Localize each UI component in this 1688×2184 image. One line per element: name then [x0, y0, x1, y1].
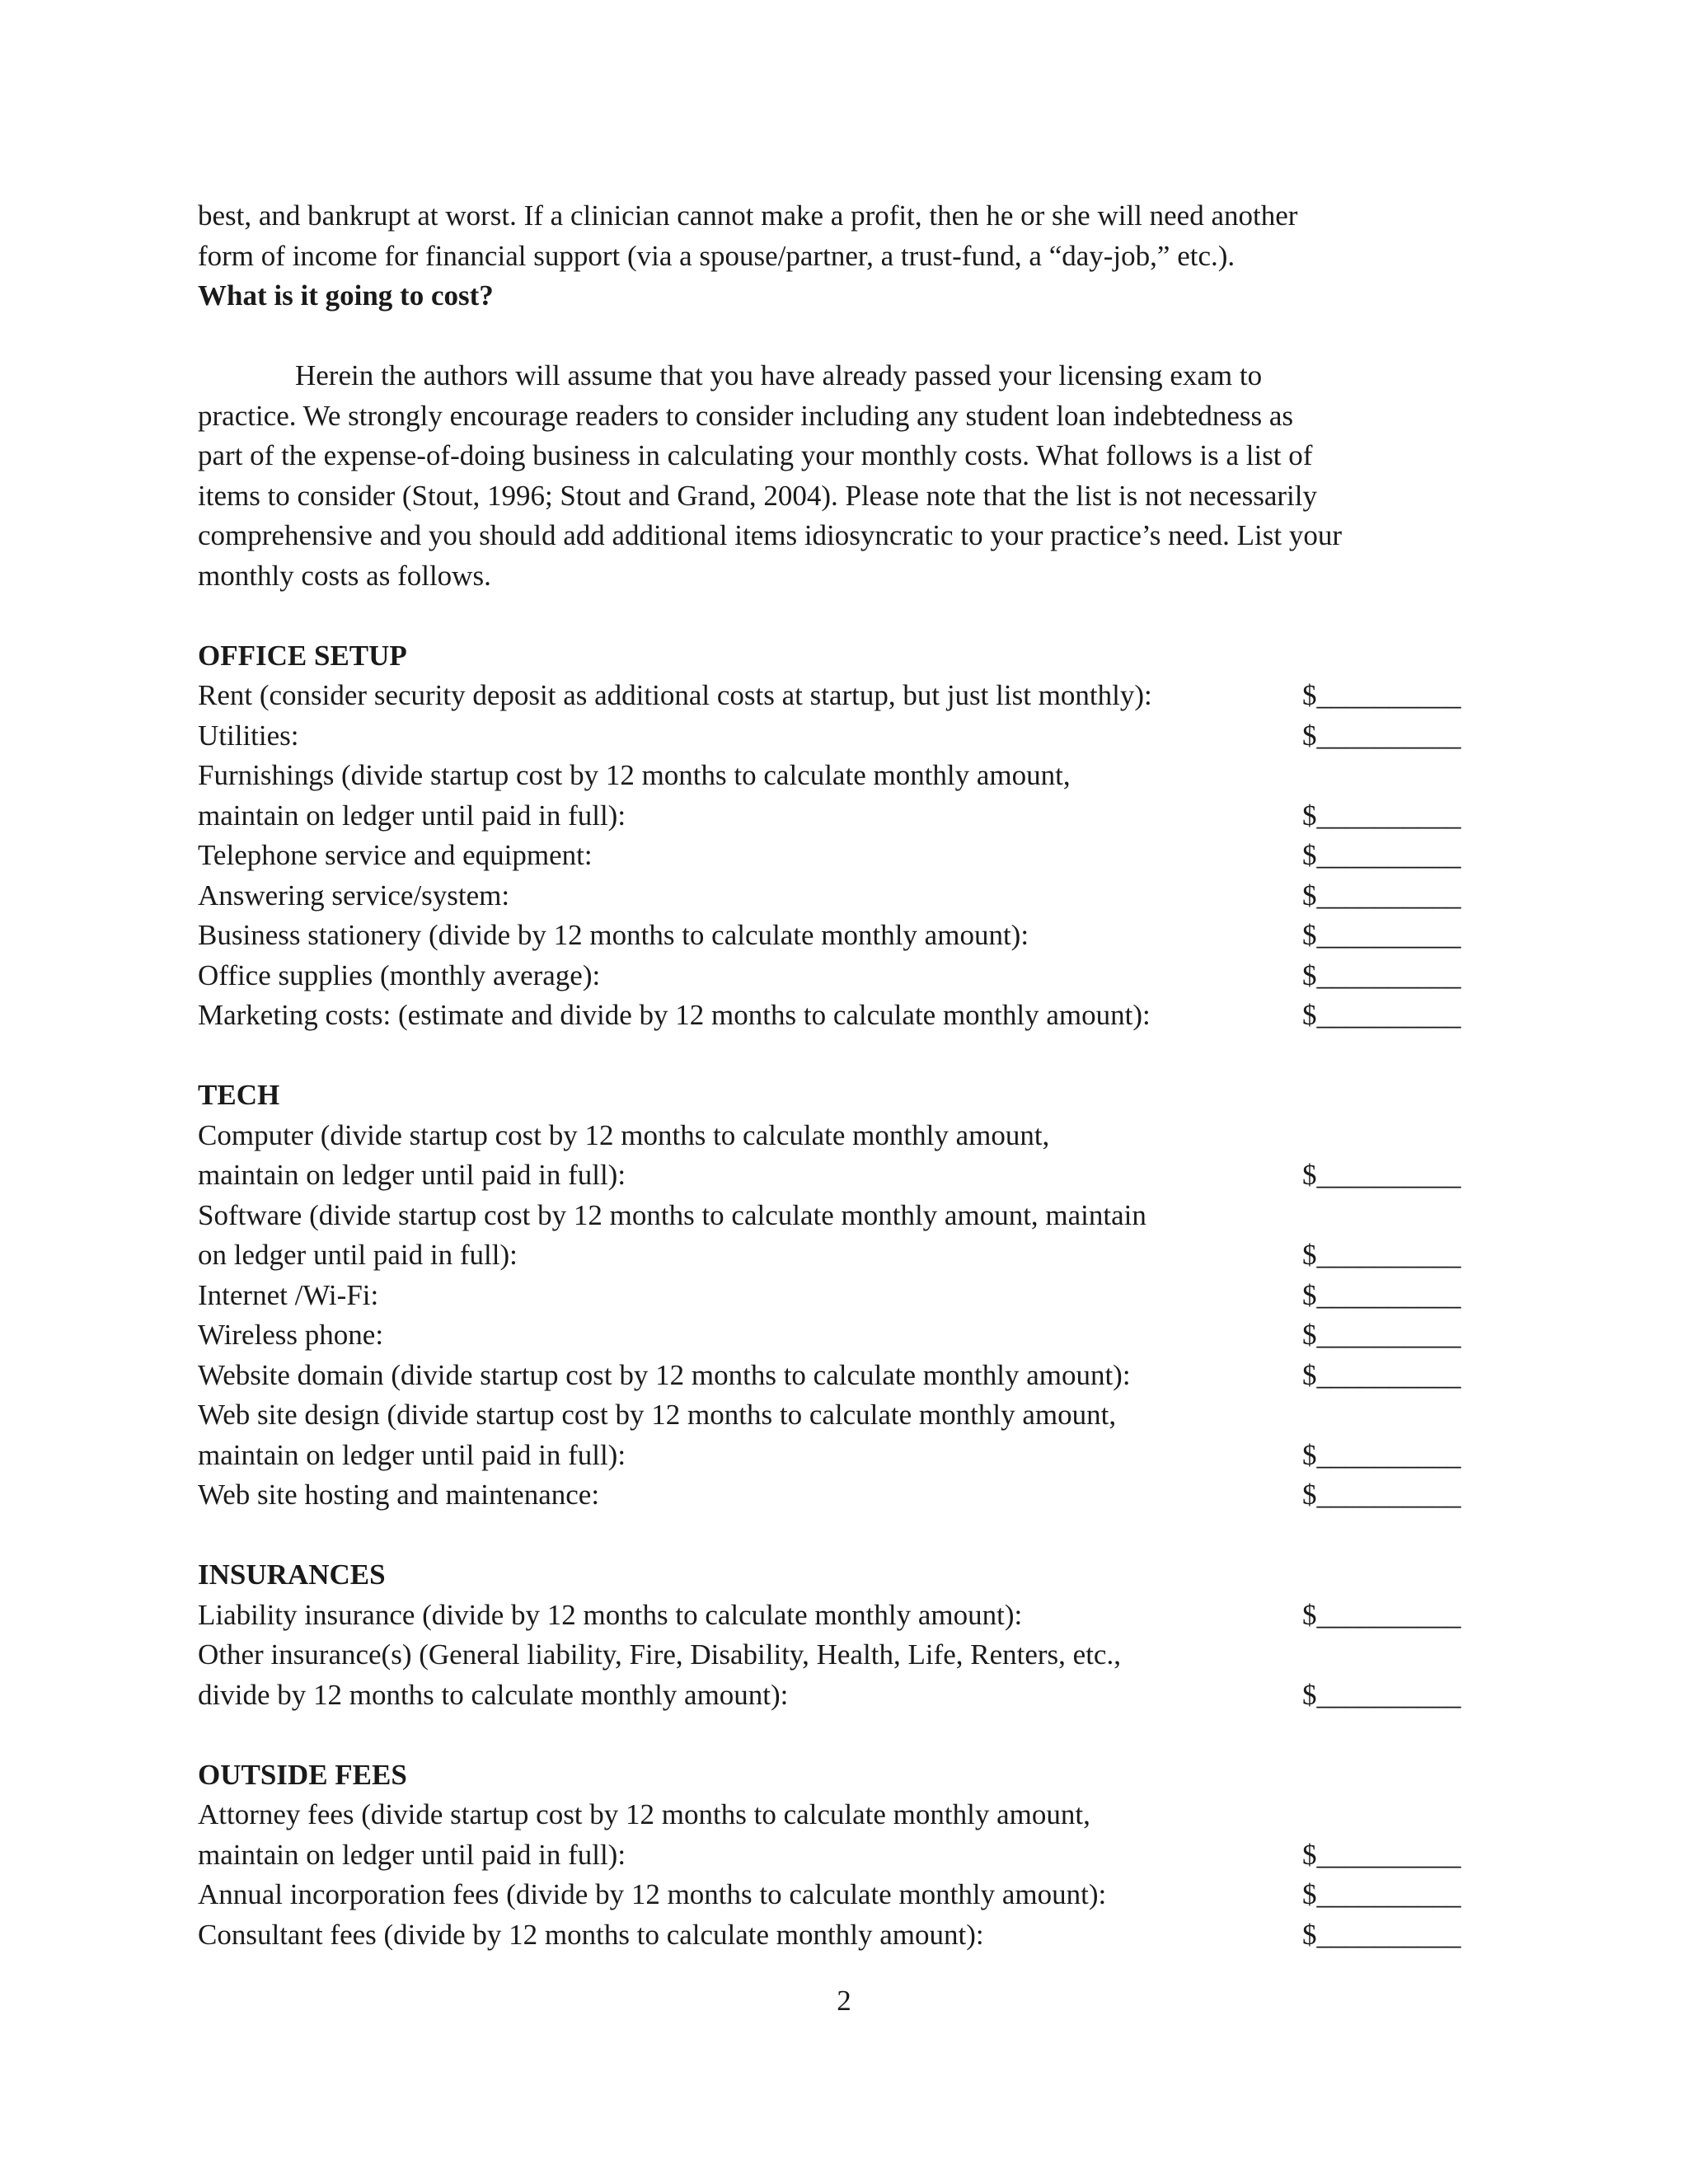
cost-item-description: Other insurance(s) (General liability, Fire, Disability, Health, Life, Renters, etc., [198, 1638, 1121, 1671]
cost-item-label: maintain on ledger until paid in full): [198, 1159, 626, 1191]
cost-item [198, 1356, 1484, 1396]
cost-item [198, 796, 1484, 837]
cost-item-label: maintain on ledger until paid in full): [198, 1838, 626, 1871]
amount-blank-field[interactable]: $__________ [1302, 1438, 1461, 1471]
cost-item-description: Furnishings (divide startup cost by 12 months to calculate monthly amount, [198, 759, 1071, 791]
cost-item [198, 1315, 1484, 1356]
cost-item-label: Wireless phone: [198, 1319, 384, 1351]
amount-blank-field[interactable]: $__________ [1302, 1159, 1461, 1191]
paragraph-line: comprehensive and you should add additional items idiosyncratic to your practice’s need. List your [198, 519, 1342, 551]
cost-item [198, 876, 1484, 916]
cost-item-description: Attorney fees (divide startup cost by 12 months to calculate monthly amount, [198, 1798, 1090, 1830]
amount-blank-field[interactable]: $__________ [1302, 719, 1461, 752]
document-page [198, 196, 1484, 1955]
cost-item [198, 1596, 1484, 1636]
amount-blank-field[interactable]: $__________ [1302, 1678, 1461, 1711]
amount-blank-field[interactable]: $__________ [1302, 1358, 1461, 1391]
section-heading-tech: TECH [198, 1079, 280, 1111]
cost-item-label: maintain on ledger until paid in full): [198, 799, 626, 832]
amount-blank-field[interactable]: $__________ [1302, 1918, 1461, 1951]
cost-item-label: Marketing costs: (estimate and divide by 12 months to calculate monthly amount): [198, 999, 1151, 1031]
cost-item [198, 836, 1484, 876]
amount-blank-field[interactable]: $__________ [1302, 839, 1461, 871]
cost-item-description: Computer (divide startup cost by 12 months to calculate monthly amount, [198, 1118, 1050, 1151]
paragraph-line: items to consider (Stout, 1996; Stout and Grand, 2004). Please note that the list is not necessarily [198, 479, 1317, 512]
section-heading-outside-fees: OUTSIDE FEES [198, 1758, 407, 1791]
amount-blank-field[interactable]: $__________ [1302, 1878, 1461, 1910]
intro-line: form of income for financial support (via a spouse/partner, a trust-fund, a “day-job,” etc.). [198, 239, 1236, 272]
amount-blank-field[interactable]: $__________ [1302, 799, 1461, 832]
cost-item [198, 1675, 1484, 1716]
cost-item [198, 1475, 1484, 1516]
page-number: 2 [837, 1985, 851, 2017]
cost-item-description: Web site design (divide startup cost by 12 months to calculate monthly amount, [198, 1399, 1117, 1431]
amount-blank-field[interactable]: $__________ [1302, 1479, 1461, 1511]
cost-item [198, 956, 1484, 996]
cost-item [198, 676, 1484, 716]
cost-sections [198, 636, 1484, 1956]
amount-blank-field[interactable]: $__________ [1302, 679, 1461, 711]
cost-item-label: Internet /Wi-Fi: [198, 1278, 379, 1311]
cost-item [198, 1155, 1484, 1196]
section-heading-insurances: INSURANCES [198, 1558, 386, 1591]
cost-item-label: Liability insurance (divide by 12 months to calculate monthly amount): [198, 1598, 1023, 1631]
paragraph-line: monthly costs as follows. [198, 559, 491, 592]
cost-item-label: Business stationery (divide by 12 months to calculate monthly amount): [198, 919, 1029, 951]
cost-item-label: on ledger until paid in full): [198, 1239, 518, 1271]
amount-blank-field[interactable]: $__________ [1302, 1598, 1461, 1631]
cost-item [198, 1436, 1484, 1476]
section-heading-office-setup: OFFICE SETUP [198, 639, 407, 672]
cost-item-label: Consultant fees (divide by 12 months to calculate monthly amount): [198, 1918, 984, 1951]
cost-item-label: Office supplies (monthly average): [198, 958, 601, 991]
cost-item [198, 1235, 1484, 1276]
amount-blank-field[interactable]: $__________ [1302, 879, 1461, 912]
amount-blank-field[interactable]: $__________ [1302, 958, 1461, 991]
cost-item [198, 1875, 1484, 1915]
paragraph-line: Herein the authors will assume that you have already passed your licensing exam to [295, 359, 1263, 391]
cost-item-label: Telephone service and equipment: [198, 839, 593, 871]
paragraph-line: part of the expense-of-doing business in calculating your monthly costs. What follows is a list of [198, 439, 1313, 471]
cost-item [198, 996, 1484, 1036]
cost-item-label: Rent (consider security deposit as additional costs at startup, but just list monthly): [198, 679, 1152, 711]
amount-blank-field[interactable]: $__________ [1302, 999, 1461, 1031]
cost-item-label: Annual incorporation fees (divide by 12 months to calculate monthly amount): [198, 1878, 1107, 1910]
cost-item-label: Utilities: [198, 719, 299, 752]
paragraph-line: practice. We strongly encourage readers to consider including any student loan indebtedness as [198, 399, 1294, 432]
cost-item-label: Answering service/system: [198, 879, 510, 912]
cost-item-label: Website domain (divide startup cost by 12 months to calculate monthly amount): [198, 1358, 1131, 1391]
intro-line: best, and bankrupt at worst. If a clinician cannot make a profit, then he or she will need another [198, 199, 1298, 232]
cost-item-label: Web site hosting and maintenance: [198, 1479, 600, 1511]
cost-item [198, 1276, 1484, 1316]
cost-item-label: maintain on ledger until paid in full): [198, 1438, 626, 1471]
amount-blank-field[interactable]: $__________ [1302, 1319, 1461, 1351]
cost-item [198, 1835, 1484, 1876]
amount-blank-field[interactable]: $__________ [1302, 1239, 1461, 1271]
cost-item [198, 916, 1484, 956]
question-heading: What is it going to cost? [198, 279, 494, 312]
cost-item [198, 716, 1484, 757]
amount-blank-field[interactable]: $__________ [1302, 1278, 1461, 1311]
amount-blank-field[interactable]: $__________ [1302, 919, 1461, 951]
cost-item-description: Software (divide startup cost by 12 months to calculate monthly amount, maintain [198, 1198, 1146, 1231]
amount-blank-field[interactable]: $__________ [1302, 1838, 1461, 1871]
cost-item-label: divide by 12 months to calculate monthly amount): [198, 1678, 789, 1711]
cost-item [198, 1915, 1484, 1956]
